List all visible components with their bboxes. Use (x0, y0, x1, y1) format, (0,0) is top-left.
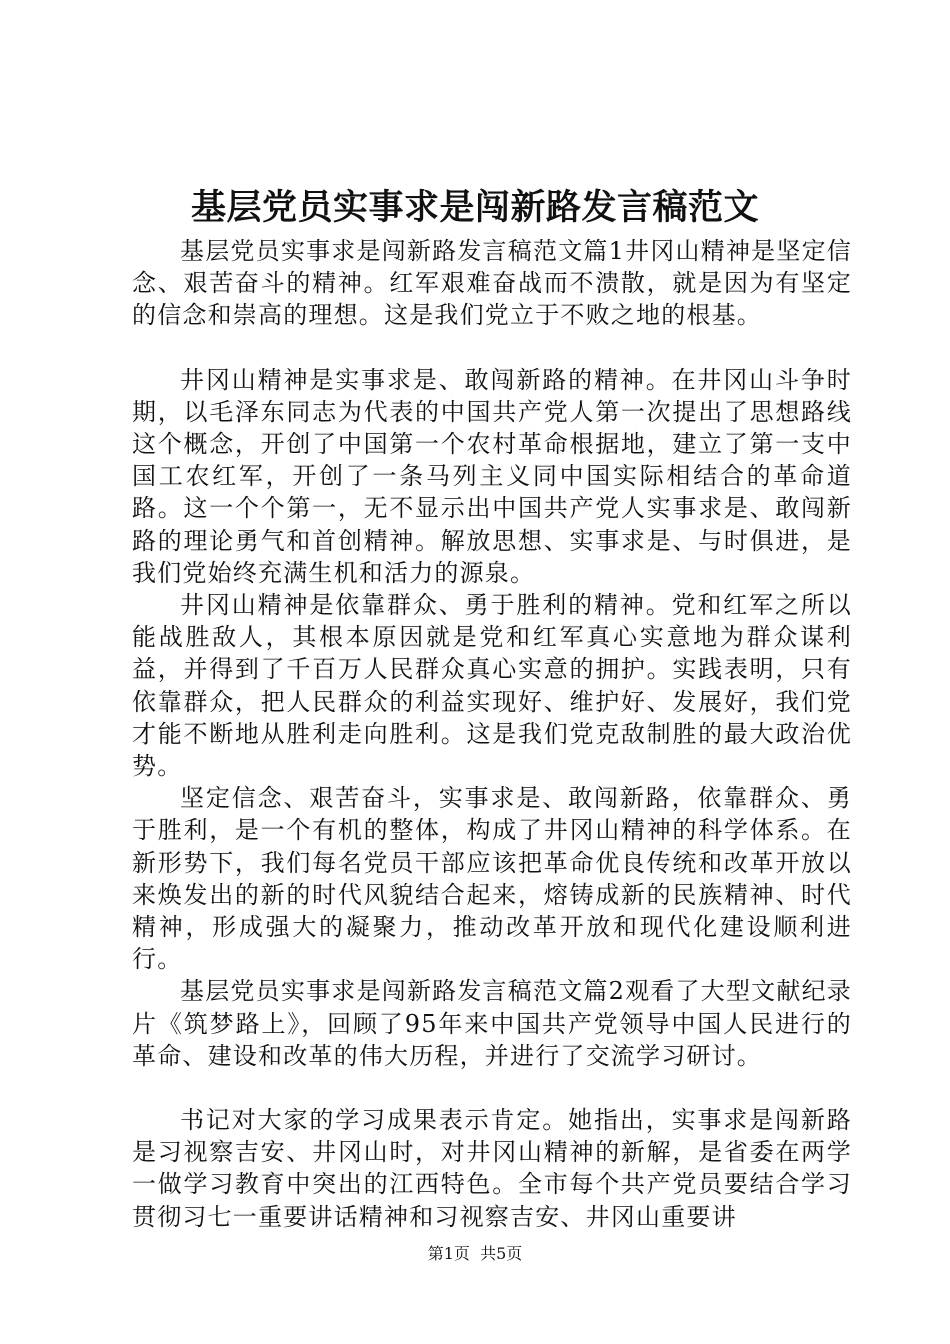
paragraph-4: 坚定信念、艰苦奋斗，实事求是、敢闯新路，依靠群众、勇于胜利，是一个有机的整体，构成了井冈山精神的科学体系。在新形势下，我们每名党员干部应该把革命优良传统和改革开放以来焕发出的新的时代风貌结合起来，熔铸成新的民族精神、时代精神，形成强大的凝聚力，推动改革开放和现代化建设顺利进行。 (132, 784, 852, 974)
paragraph-1: 基层党员实事求是闯新路发言稿范文篇1井冈山精神是坚定信念、艰苦奋斗的精神。红军艰难奋战而不溃散，就是因为有坚定的信念和崇高的理想。这是我们党立于不败之地的根基。 (132, 237, 852, 330)
paragraph-6: 书记对大家的学习成果表示肯定。她指出，实事求是闯新路是习视察吉安、井冈山时，对井冈山精神的新解，是省委在两学一做学习教育中突出的江西特色。全市每个共产党员要结合学习贯彻习七一重要讲话精神和习视察吉安、井冈山重要讲 (132, 1106, 852, 1231)
paragraph-5: 基层党员实事求是闯新路发言稿范文篇2观看了大型文献纪录片《筑梦路上》，回顾了95年来中国共产党领导中国人民进行的革命、建设和改革的伟大历程，并进行了交流学习研讨。 (132, 977, 852, 1070)
document-body (132, 235, 852, 1233)
paragraph-3: 井冈山精神是依靠群众、勇于胜利的精神。党和红军之所以能战胜敌人，其根本原因就是党和红军真心实意地为群众谋利益，并得到了千百万人民群众真心实意的拥护。实践表明，只有依靠群众，把人民群众的利益实现好、维护好、发展好，我们党才能不断地从胜利走向胜利。这是我们党克敌制胜的最大政治优势。 (132, 591, 852, 781)
document-title: 基层党员实事求是闯新路发言稿范文 (190, 187, 759, 228)
paragraph-2: 井冈山精神是实事求是、敢闯新路的精神。在井冈山斗争时期，以毛泽东同志为代表的中国共产党人第一次提出了思想路线这个概念，开创了中国第一个农村革命根据地，建立了第一支中国工农红军，开创了一条马列主义同中国实际相结合的革命道路。这一个个第一，无不显示出中国共产党人实事求是、敢闯新路的理论勇气和首创精神。解放思想、实事求是、与时俱进，是我们党始终充满生机和活力的源泉。 (132, 365, 852, 587)
page-number-footer: 第1页 共5页 (427, 1244, 523, 1263)
